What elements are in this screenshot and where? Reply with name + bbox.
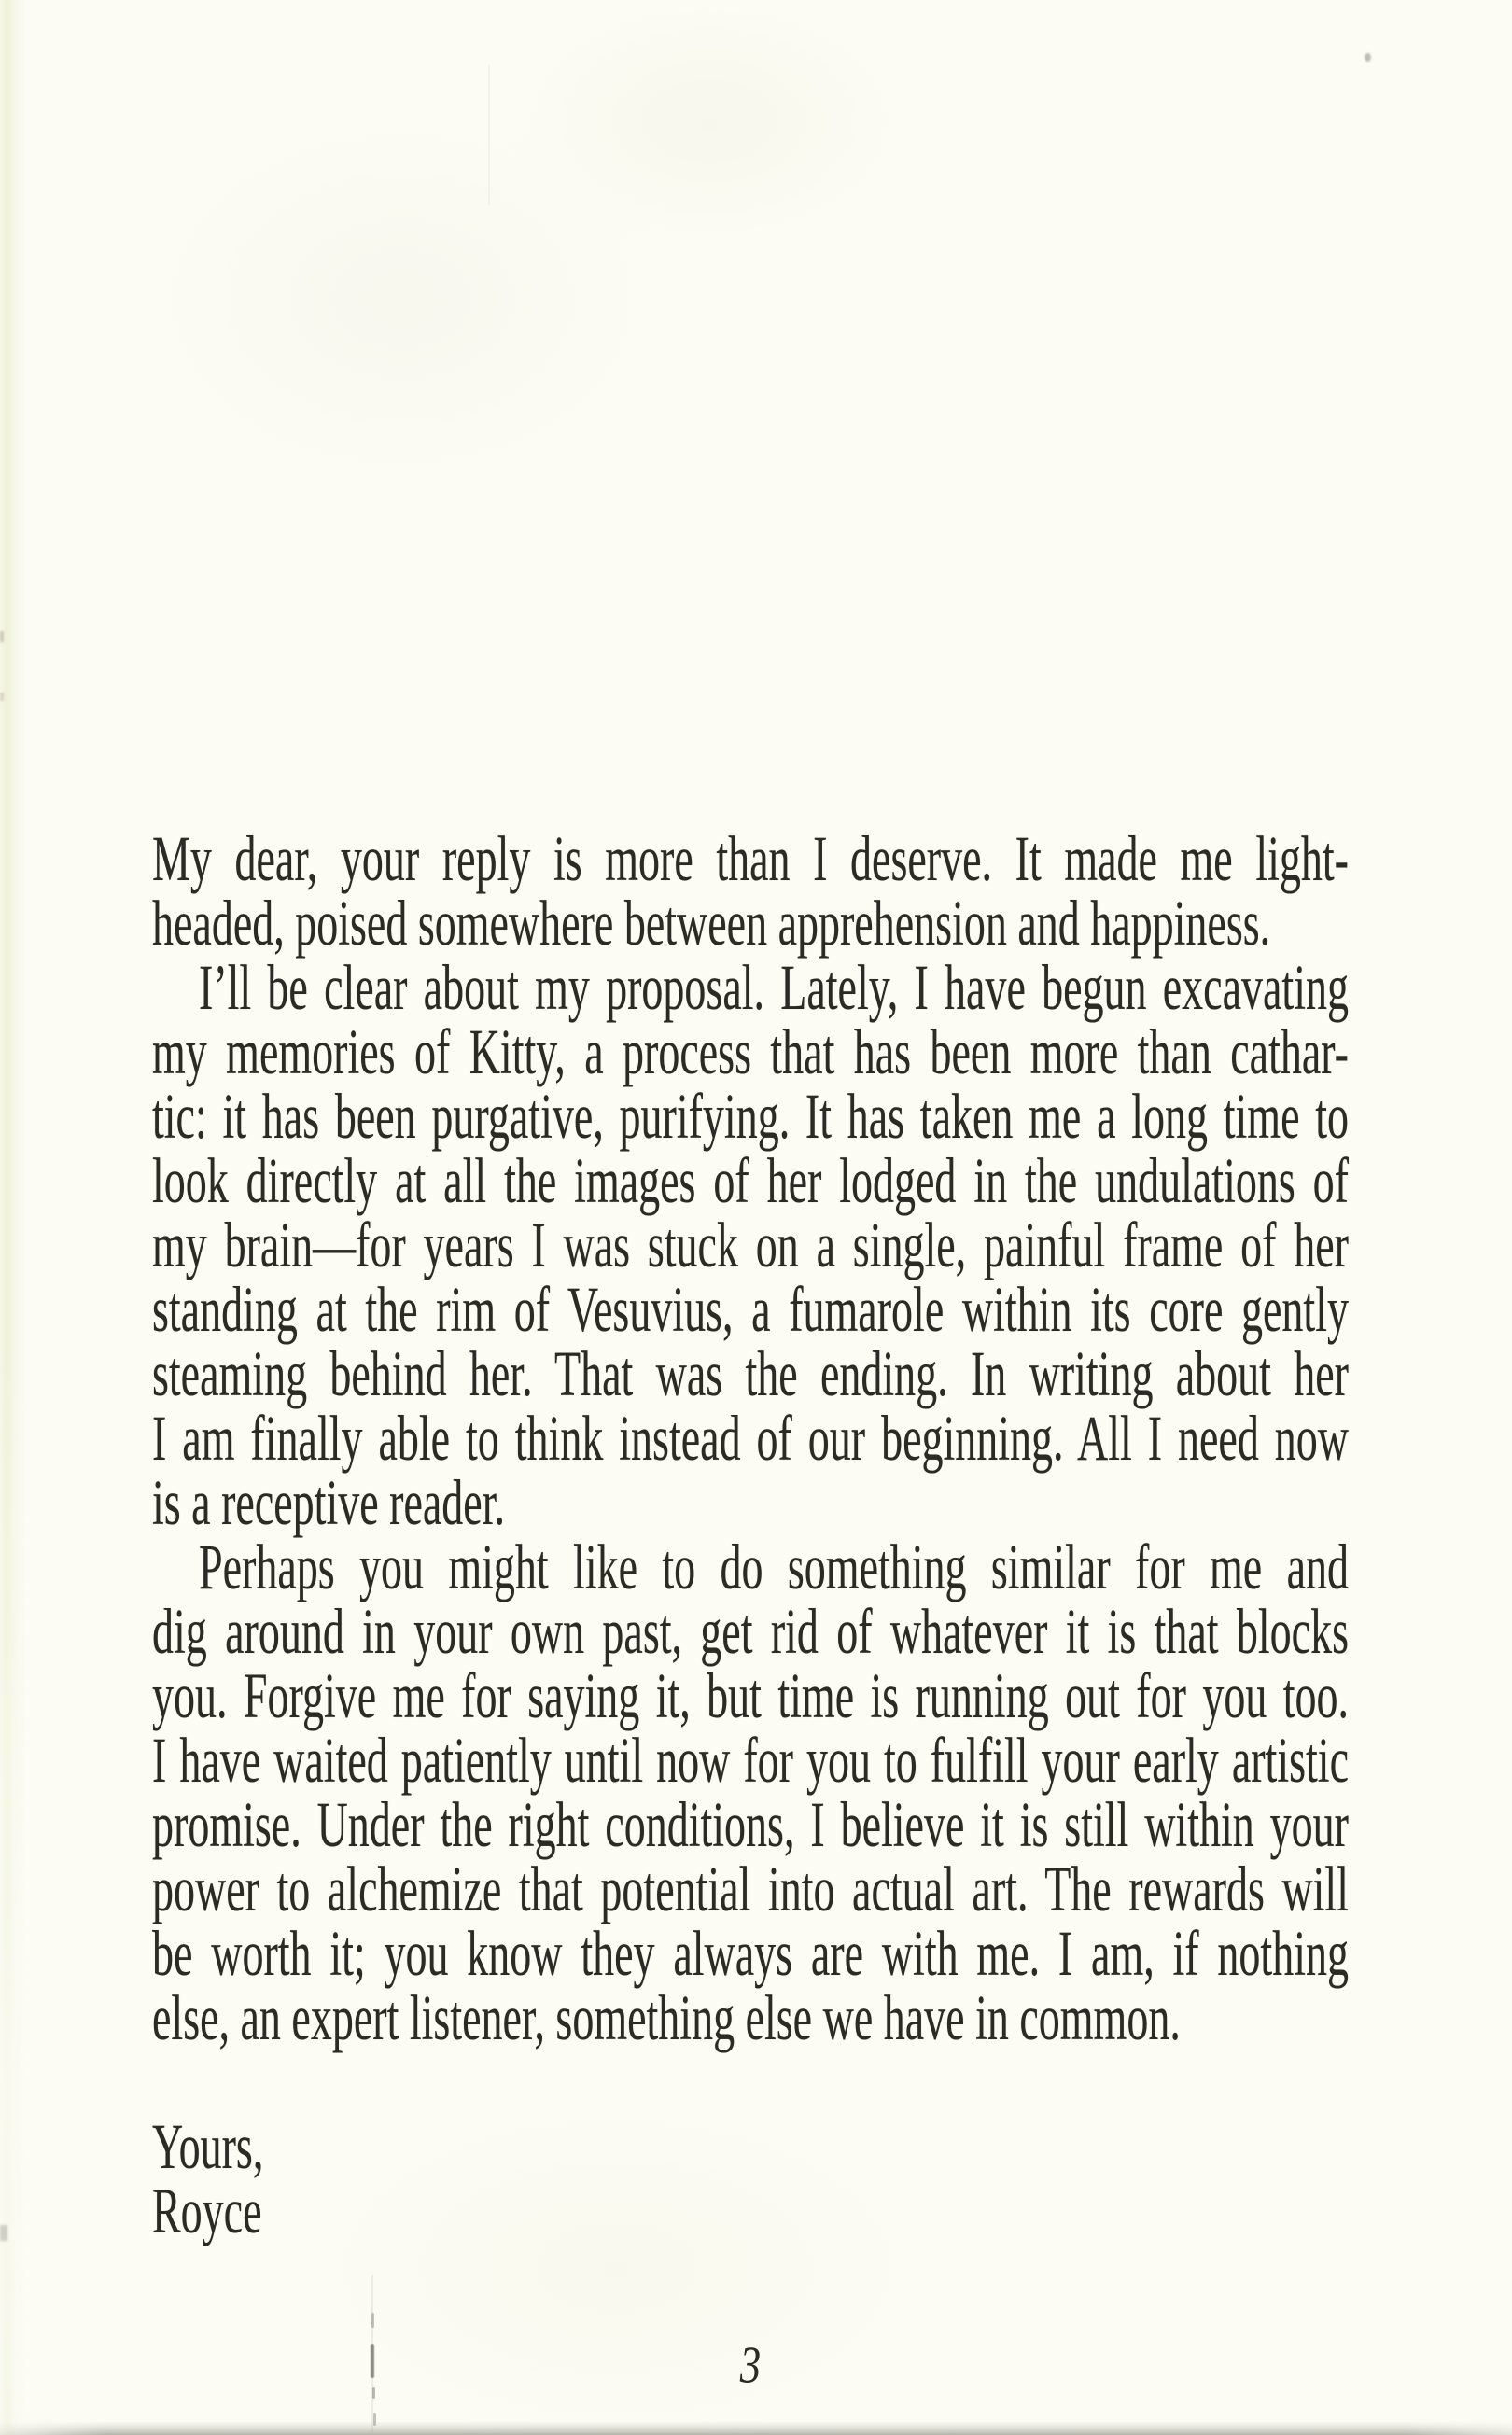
letter-line: dig around in your own past, get rid of whatever it is that blocks [152,1595,1349,1667]
page-number: 3 [739,2335,762,2394]
letter-line: promise. Under the right conditions, I believe it is still within your [152,1788,1349,1860]
letter-line: tic: it has been purgative, purifying. It has taken me a long time to [152,1080,1349,1152]
letter-body [152,822,1349,2246]
letter-line: steaming behind her. That was the ending. In writing about her [152,1337,1349,1409]
letter-line: My dear, your reply is more than I deserve. It made me light- [152,822,1349,894]
letter-line: I have waited patiently until now for you to fulfill your early artistic [152,1724,1349,1796]
letter-line: is a receptive reader. [152,1466,505,1538]
letter-line: my brain—for years I was stuck on a single, painful frame of her [152,1209,1349,1280]
fold-crease-mark [371,2344,374,2378]
fold-crease-mark [371,2313,374,2328]
scan-speck [0,2225,7,2241]
letter-line: else, an expert listener, something else we have in common. [152,1981,1181,2053]
letter-line: standing at the rim of Vesuvius, a fumarole within its core gently [152,1273,1349,1345]
letter-line: I’ll be clear about my proposal. Lately, I have begun excavating [199,951,1349,1023]
scan-bottom-edge [0,2421,1512,2435]
fold-crease-mark [372,2387,375,2399]
signature-line: Yours, [152,2110,264,2182]
signature-gap [152,2050,1349,2115]
signature-line: Royce [152,2175,262,2246]
paper-crease [488,65,490,205]
scan-left-edge [0,0,28,2435]
letter-line: I am finally able to think instead of our beginning. All I need now [152,1402,1349,1474]
letter-line: look directly at all the images of her lodged in the undulations of [152,1144,1349,1216]
letter-line: Perhaps you might like to do something similar for me and [199,1531,1349,1602]
scan-speck [1365,53,1371,62]
letter-line: power to alchemize that potential into actual art. The rewards will [152,1853,1349,1924]
letter-line: be worth it; you know they always are with me. I am, if nothing [152,1917,1349,1989]
letter-line: you. Forgive me for saying it, but time is running out for you too. [152,1659,1349,1731]
letter-line: headed, poised somewhere between apprehension and happiness. [152,887,1271,959]
scan-speck [0,693,4,701]
scan-speck [0,631,4,642]
letter-line: my memories of Kitty, a process that has been more than cathar- [152,1015,1349,1087]
